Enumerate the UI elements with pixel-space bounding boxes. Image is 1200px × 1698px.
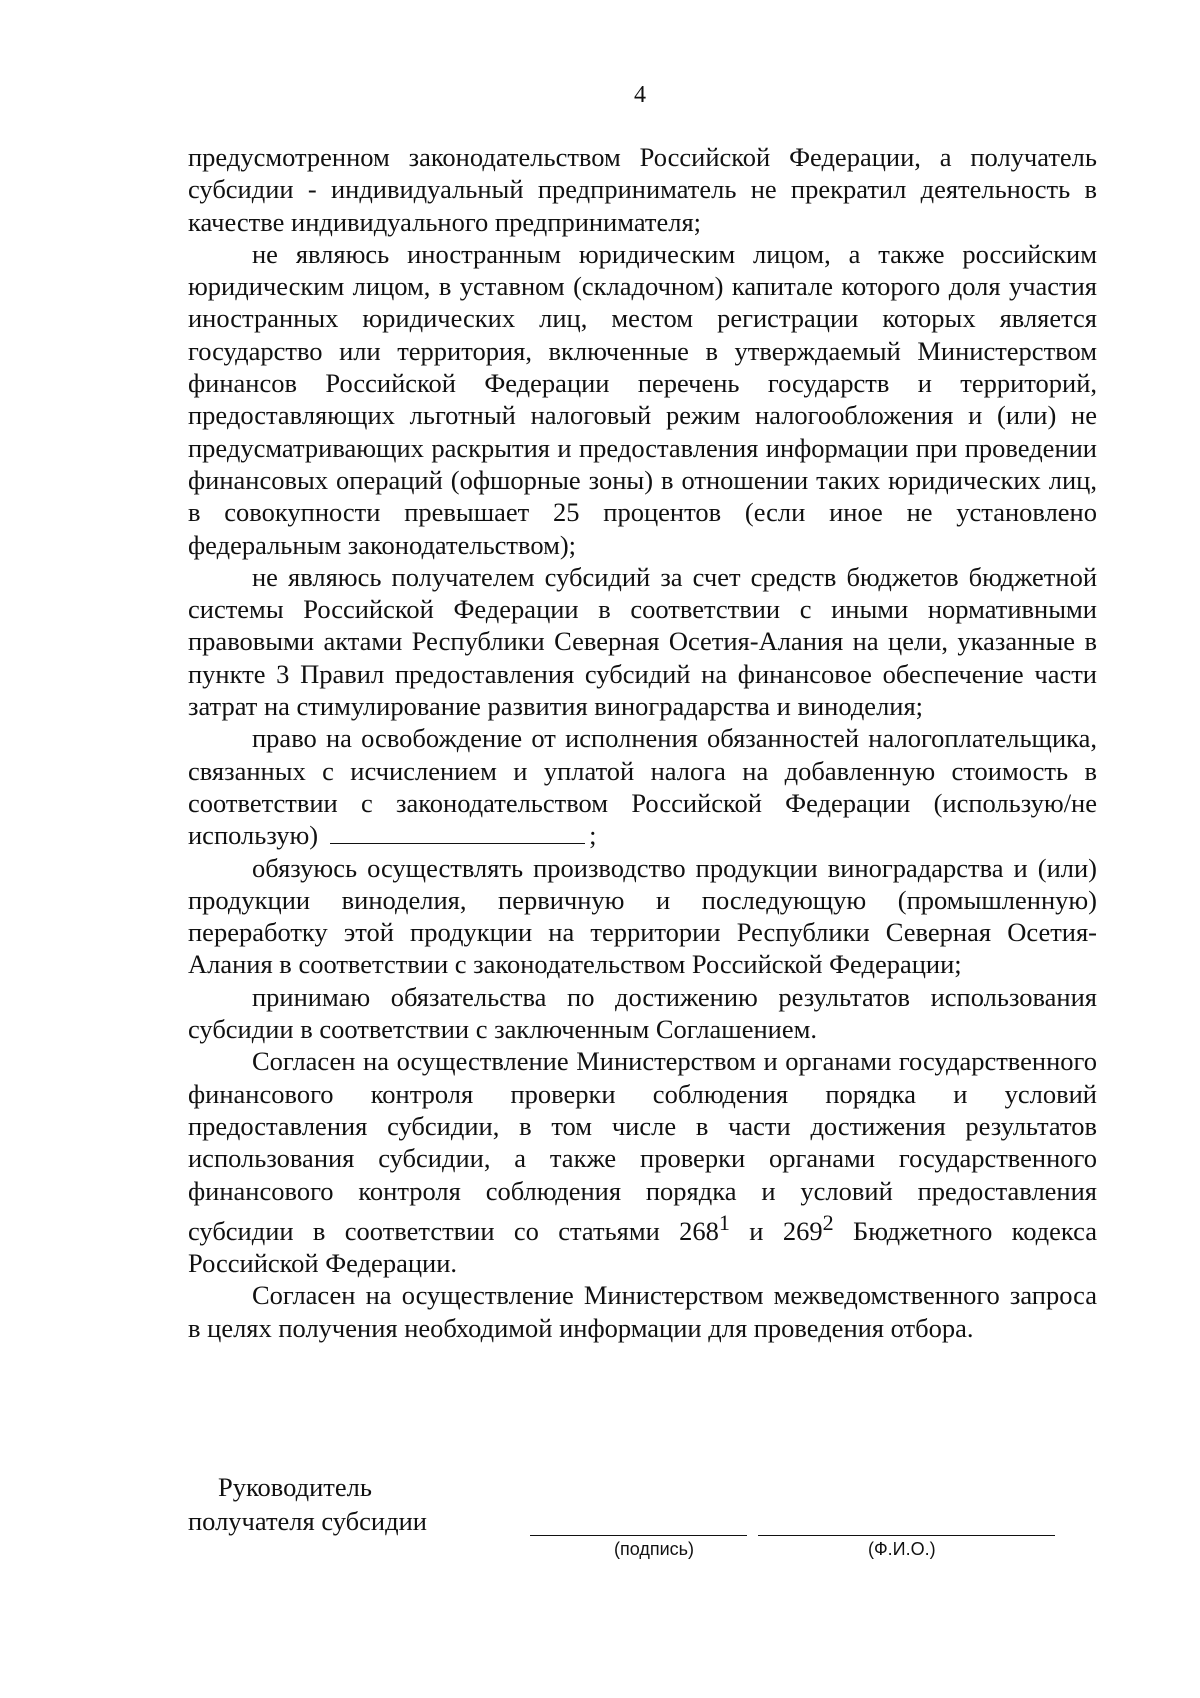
page-number: 4 (634, 82, 646, 108)
vat-blank-field[interactable] (330, 821, 585, 844)
vat-end: ; (589, 820, 597, 851)
paragraph-request-consent: Согласен на осуществление Министерством межведомственного запроса в целях получения необходимой информации для проведения отбора. (188, 1280, 1097, 1343)
signature-caption: (подпись) (614, 1539, 695, 1559)
signatory-title-line1: Руководитель (218, 1472, 372, 1502)
paragraph-continuation: предусмотренном законодательством Российской Федерации, а получатель субсидии - индивидуальный предприниматель не прекратил деятельность в качестве индивидуального предпринимателя; (188, 142, 1097, 237)
consent-mid: и 269 (729, 1215, 823, 1246)
paragraph-not-foreign-entity: не являюсь иностранным юридическим лицом, а также российским юридическим лицом, в уставном (складочном) капитале которого доля участия иностранных юридических лиц, местом регистрации которых является государство или территория, включенные в утверждаемый Министерством финансов Российской Федерации перечень государств и территорий, предоставляющих льготный налоговый режим налогообложения и (или) не предусматривающих раскрытия и предоставления информации при проведении финансовых операций (офшорные зоны) в отношении таких юридических лиц, в совокупности превышает 25 процентов (если иное не установлено федеральным законодательством); (188, 238, 1097, 560)
paragraph-audit-consent (188, 1045, 1097, 1279)
paragraph-not-subsidy-recipient: не являюсь получателем субсидий за счет средств бюджетов бюджетной системы Российской Федерации в соответствии с иными нормативными правовыми актами Республики Северная Осетия-Алания на цели, указанные в пункте 3 Правил предоставления субсидий на финансовое обеспечение части затрат на стимулирование развития виноградарства и виноделия; (188, 561, 1097, 722)
paragraph-results-obligation: принимаю обязательства по достижению результатов использования субсидии в соответствии с заключенным Соглашением. (188, 981, 1097, 1045)
vat-text: право на освобождение от исполнения обязанностей налогоплательщика, связанных с исчислением и уплатой налога на добавленную стоимость в соответствии с законодательством Российской Федерации (использую/не использую) (188, 723, 1097, 851)
signatory-title-line2: получателя субсидии (188, 1506, 427, 1536)
name-caption: (Ф.И.О.) (868, 1539, 936, 1559)
document-body (188, 141, 1097, 1344)
paragraph-vat-exemption (188, 722, 1097, 851)
name-line[interactable] (758, 1535, 1055, 1536)
signature-block (188, 1470, 1097, 1538)
consent-text: Согласен на осуществление Министерством и органами государственного финансового контроля проверки соблюдения порядка и условий предоставления субсидии, в том числе в части достижения результатов использования субсидии, а также проверки органами государственного финансового контроля соблюдения порядка и условий предоставления субсидии в соответствии со статьями 268 (188, 1046, 1097, 1246)
paragraph-production-obligation: обязуюсь осуществлять производство продукции виноградарства и (или) продукции виноделия, первичную и последующую (промышленную) переработку этой продукции на территории Республики Северная Осетия-Алания в соответствии с законодательством Российской Федерации; (188, 852, 1097, 980)
consent-end: Бюджетного кодекса Российской Федерации. (188, 1215, 1097, 1278)
superscript-2: 2 (822, 1209, 834, 1235)
superscript-1: 1 (718, 1209, 730, 1235)
signature-line[interactable] (530, 1535, 747, 1536)
